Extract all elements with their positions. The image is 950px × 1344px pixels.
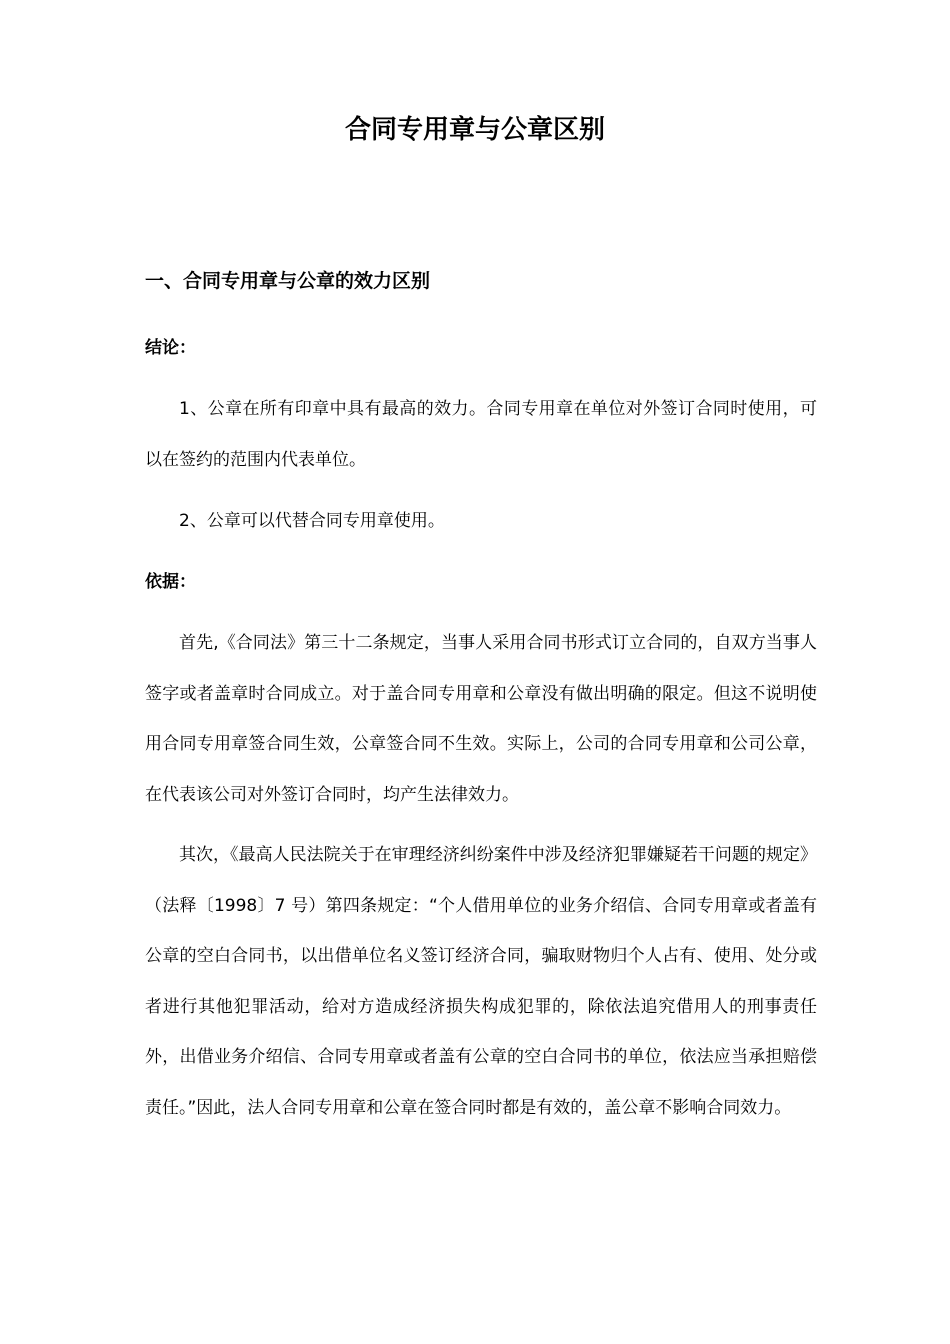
conclusion-label: 结论： xyxy=(145,338,196,358)
section-heading: 一、合同专用章与公章的效力区别 xyxy=(145,270,431,292)
conclusion-item-1: 1、公章在所有印章中具有最高的效力。合同专用章在单位对外签订合同时使用，可以在签约的范围内代表单位。 xyxy=(145,399,817,470)
basis-paragraph-2: 其次，《最高人民法院关于在审理经济纠纷案件中涉及经济犯罪嫌疑若干问题的规定》（法释〔1998〕7 号）第四条规定：“个人借用单位的业务介绍信、合同专用章或者盖有公章的空白合同书，以出借单位名义签订经济合同，骗取财物归个人占有、使用、处分或者进行其他犯罪活动，给对方造成经济损失构成犯罪的，除依法追究借用人的刑事责任外，出借业务介绍信、合同专用章或者盖有公章的空白合同书的单位，依法应当承担赔偿责任。”因此，法人合同专用章和公章在签合同时都是有效的，盖公章不影响合同效力。 xyxy=(145,845,817,1118)
document-title: 合同专用章与公章区别 xyxy=(344,115,605,145)
conclusion-item-2: 2、公章可以代替合同专用章使用。 xyxy=(179,511,445,531)
basis-label: 依据： xyxy=(145,572,196,592)
basis-paragraph-1: 首先,《合同法》第三十二条规定，当事人采用合同书形式订立合同的，自双方当事人签字或者盖章时合同成立。对于盖合同专用章和公章没有做出明确的限定。但这不说明使用合同专用章签合同生效，公章签合同不生效。实际上，公司的合同专用章和公司公章，在代表该公司对外签订合同时，均产生法律效力。 xyxy=(145,633,817,805)
